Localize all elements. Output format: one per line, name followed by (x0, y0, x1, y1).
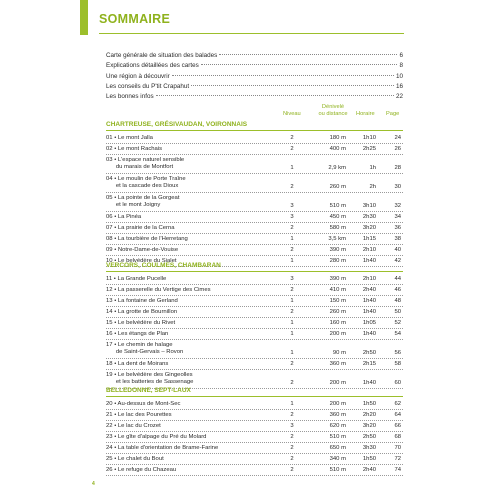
toc-row[interactable] (106, 443, 403, 454)
walk-duration: 1h40 (362, 258, 376, 264)
toc-row[interactable] (106, 212, 403, 223)
walk-elevation: 450 m (329, 214, 346, 220)
walk-duration: 2h10 (362, 276, 376, 282)
walk-page: 46 (394, 287, 401, 293)
intro-item-page: 8 (399, 62, 403, 70)
walk-name: 11 • La Grande Pucelle (106, 275, 167, 282)
walk-duration: 1h15 (362, 236, 376, 242)
toc-row[interactable] (106, 329, 403, 340)
walk-elevation: 260 m (329, 184, 346, 190)
page-title: SOMMAIRE (99, 12, 171, 26)
section-vercors (106, 262, 403, 389)
walk-level: 2 (290, 135, 294, 141)
intro-item-label: Carte générale de situation des balades (106, 52, 218, 59)
walk-page: 58 (394, 361, 401, 367)
walk-duration: 2h40 (362, 467, 376, 473)
walk-elevation: 390 m (329, 247, 346, 253)
toc-row[interactable] (106, 223, 403, 234)
walk-elevation: 510 m (329, 203, 346, 209)
walk-elevation: 200 m (329, 380, 346, 386)
walk-level: 2 (290, 247, 294, 253)
intro-item[interactable] (106, 51, 403, 61)
col-header-page: Page (386, 111, 400, 117)
dot-leader (156, 95, 394, 96)
walk-elevation: 260 m (329, 309, 346, 315)
walk-level: 2 (290, 287, 294, 293)
intro-item-page: 22 (395, 93, 403, 101)
walk-name: 09 • Notre-Dame-de-Vouise (106, 246, 179, 253)
intro-item-page: 16 (395, 82, 403, 90)
walk-level: 2 (290, 184, 294, 190)
header-accent-bar (80, 0, 88, 35)
intro-item-label: Une région à découvrir (106, 72, 170, 80)
toc-row[interactable] (106, 432, 403, 443)
intro-item[interactable] (106, 92, 403, 102)
section-title: VERCORS, COULMES, CHAMBARAN (106, 262, 221, 269)
walk-name: 07 • La prairie de la Cerna (106, 224, 175, 231)
walk-duration: 3h10 (362, 203, 376, 209)
walk-level: 3 (290, 423, 294, 429)
toc-row[interactable] (106, 144, 403, 155)
walk-level: 3 (290, 203, 294, 209)
walk-page: 56 (394, 350, 401, 356)
intro-list (106, 51, 403, 102)
walk-elevation: 200 m (329, 331, 346, 337)
walk-duration: 2h25 (362, 146, 376, 152)
intro-item[interactable] (106, 72, 403, 82)
walk-level: 2 (290, 225, 294, 231)
section-divider (106, 396, 403, 397)
walk-name: 18 • La dent de Moirans (106, 360, 169, 367)
walk-page: 34 (394, 214, 401, 220)
walk-duration: 2h20 (362, 412, 376, 418)
walk-name: 23 • Le gîte d'alpage du Pré du Molard (106, 433, 207, 440)
walk-level: 2 (290, 380, 294, 386)
col-header-denivele-line1: Dénivelé (321, 104, 345, 110)
walk-page: 66 (394, 423, 401, 429)
walk-duration: 2h (369, 184, 376, 190)
walk-duration: 1h10 (362, 135, 376, 141)
walk-level: 1 (290, 320, 294, 326)
walk-name: 10 • Le belvédère du Sialet (106, 257, 177, 264)
walk-page: 30 (394, 184, 401, 190)
walk-name: 02 • Le mont Rachais (106, 145, 163, 152)
walk-elevation: 510 m (329, 434, 346, 440)
toc-row[interactable] (106, 234, 403, 245)
walk-page: 36 (394, 225, 401, 231)
walk-name: 26 • Le refuge du Chazeau (106, 466, 177, 473)
toc-row[interactable] (106, 133, 403, 144)
walk-elevation: 160 m (329, 320, 346, 326)
walk-elevation: 410 m (329, 287, 346, 293)
walk-name: 05 • La pointe de la Gorgeat et le mont Joigny (106, 194, 180, 208)
walk-name: 12 • La passerelle du Vertige des Cimes (106, 286, 211, 293)
walk-name: 03 • L'espace naturel sensible du marais de Montfort (106, 156, 185, 170)
toc-row[interactable] (106, 245, 403, 256)
toc-row[interactable] (106, 274, 403, 285)
walk-name: 08 • La tourbière de l'Herretang (106, 235, 188, 242)
dot-leader (172, 75, 394, 76)
walk-page: 38 (394, 236, 401, 242)
walk-elevation: 150 m (329, 298, 346, 304)
intro-item[interactable] (106, 82, 403, 92)
walk-name: 13 • La fontaine de Gerland (106, 297, 178, 304)
walk-duration: 1h (369, 165, 376, 171)
toc-row[interactable] (106, 410, 403, 421)
walk-page: 50 (394, 309, 401, 315)
walk-level: 2 (290, 146, 294, 152)
dot-leader (201, 64, 398, 65)
walk-page: 54 (394, 331, 401, 337)
walk-level: 3 (290, 214, 294, 220)
walk-level: 2 (290, 434, 294, 440)
walk-page: 48 (394, 298, 401, 304)
walk-level: 1 (290, 331, 294, 337)
walk-elevation: 360 m (329, 361, 346, 367)
toc-row[interactable] (106, 155, 403, 174)
page-number: 4 (92, 481, 95, 487)
walk-name: 22 • Le lac du Crozet (106, 422, 161, 429)
toc-row[interactable] (106, 340, 403, 359)
walk-page: 44 (394, 276, 401, 282)
walk-level: 1 (290, 165, 294, 171)
title-divider (99, 33, 404, 34)
walk-page: 28 (394, 165, 401, 171)
walk-elevation: 280 m (329, 258, 346, 264)
walk-name: 06 • La Pinéa (106, 213, 142, 220)
walk-name: 19 • Le belvédère des Gingeolles et les batteries de Sassenage (106, 371, 194, 385)
toc-row[interactable] (106, 285, 403, 296)
walk-name: 25 • Le chalet du Bout (106, 455, 164, 462)
walk-page: 64 (394, 412, 401, 418)
walk-duration: 1h05 (362, 320, 376, 326)
walk-page: 62 (394, 401, 401, 407)
walk-elevation: 2,9 km (328, 165, 346, 171)
walk-duration: 2h50 (362, 434, 376, 440)
intro-item-label: Les conseils du P'tit Crapahut (106, 82, 190, 90)
walk-level: 2 (290, 412, 294, 418)
walk-elevation: 340 m (329, 456, 346, 462)
walk-page: 70 (394, 445, 401, 451)
walk-level: 1 (290, 350, 294, 356)
dot-leader (191, 85, 394, 86)
walk-elevation: 200 m (329, 401, 346, 407)
section-title: BELLEDONNE, SEPT-LAUX (106, 387, 191, 394)
walk-duration: 2h10 (362, 247, 376, 253)
walk-page: 74 (394, 467, 401, 473)
walk-page: 42 (394, 258, 401, 264)
toc-row[interactable] (106, 421, 403, 432)
walk-elevation: 3,5 km (328, 236, 346, 242)
toc-row[interactable] (106, 465, 403, 476)
dot-leader (219, 54, 397, 55)
walk-duration: 3h30 (362, 445, 376, 451)
walk-name: 16 • Les étangs de Plan (106, 330, 169, 337)
walk-name: 01 • Le mont Jalla (106, 134, 153, 141)
walk-page: 60 (394, 380, 401, 386)
walk-elevation: 90 m (332, 350, 346, 356)
walk-elevation: 650 m (329, 445, 346, 451)
walk-page: 68 (394, 434, 401, 440)
walk-duration: 2h15 (362, 361, 376, 367)
walk-duration: 3h20 (362, 225, 376, 231)
walk-page: 32 (394, 203, 401, 209)
walk-level: 2 (290, 456, 294, 462)
walk-elevation: 620 m (329, 423, 346, 429)
walk-page: 72 (394, 456, 401, 462)
walk-duration: 1h50 (362, 456, 376, 462)
walk-elevation: 510 m (329, 467, 346, 473)
col-header-horaire: Horaire (356, 111, 375, 117)
walk-duration: 2h40 (362, 287, 376, 293)
toc-row[interactable] (106, 193, 403, 212)
toc-row[interactable] (106, 454, 403, 465)
toc-row[interactable] (106, 359, 403, 370)
toc-row[interactable] (106, 296, 403, 307)
walk-name: 21 • Le lac des Pourettes (106, 411, 172, 418)
walk-name: 20 • Au-dessus de Mont-Sec (106, 400, 181, 407)
walk-duration: 3h20 (362, 423, 376, 429)
walk-duration: 1h40 (362, 380, 376, 386)
intro-item[interactable] (106, 61, 403, 71)
walk-page: 24 (394, 135, 401, 141)
toc-row[interactable] (106, 307, 403, 318)
walk-name: 17 • Le chemin de halage de Saint-Gervais – Rovon (106, 341, 184, 355)
walk-level: 1 (290, 236, 294, 242)
walk-elevation: 400 m (329, 146, 346, 152)
walk-name: 14 • La grotte de Bournillon (106, 308, 178, 315)
walk-level: 2 (290, 361, 294, 367)
toc-row[interactable] (106, 174, 403, 193)
section-divider (106, 271, 403, 272)
walk-name: 24 • La table d'orientation de Brame-Farine (106, 444, 219, 451)
walk-duration: 1h40 (362, 309, 376, 315)
intro-item-page: 10 (395, 72, 403, 80)
intro-item-label: Explications détaillées des cartes (106, 62, 199, 70)
section-divider (106, 130, 403, 131)
section-belledonne (106, 387, 403, 476)
intro-item-label: Les bonnes infos (106, 93, 154, 101)
intro-item-page: 6 (399, 52, 403, 59)
walk-page: 52 (394, 320, 401, 326)
toc-row[interactable] (106, 399, 403, 410)
walk-elevation: 390 m (329, 276, 346, 282)
walk-name: 15 • Le belvédère du Rivet (106, 319, 176, 326)
walk-level: 1 (290, 258, 294, 264)
toc-row[interactable] (106, 318, 403, 329)
walk-elevation: 580 m (329, 225, 346, 231)
walk-level: 2 (290, 309, 294, 315)
col-header-niveau: Niveau (283, 111, 301, 117)
walk-duration: 1h40 (362, 298, 376, 304)
walk-duration: 1h50 (362, 401, 376, 407)
walk-page: 26 (394, 146, 401, 152)
col-header-denivele-line2: ou distance (318, 111, 348, 117)
walk-duration: 2h50 (362, 350, 376, 356)
walk-elevation: 360 m (329, 412, 346, 418)
walk-level: 3 (290, 276, 294, 282)
col-header-denivele (316, 104, 350, 118)
section-chartreuse (106, 121, 403, 267)
walk-level: 1 (290, 401, 294, 407)
walk-page: 40 (394, 247, 401, 253)
section-title: CHARTREUSE, GRÉSIVAUDAN, VOIRONNAIS (106, 121, 248, 128)
walk-duration: 2h30 (362, 214, 376, 220)
walk-level: 2 (290, 445, 294, 451)
walk-level: 1 (290, 298, 294, 304)
walk-name: 04 • Le moulin de Porte Traîne et la cascade des Dioux (106, 175, 186, 189)
walk-level: 2 (290, 467, 294, 473)
walk-elevation: 180 m (329, 135, 346, 141)
walk-duration: 1h40 (362, 331, 376, 337)
